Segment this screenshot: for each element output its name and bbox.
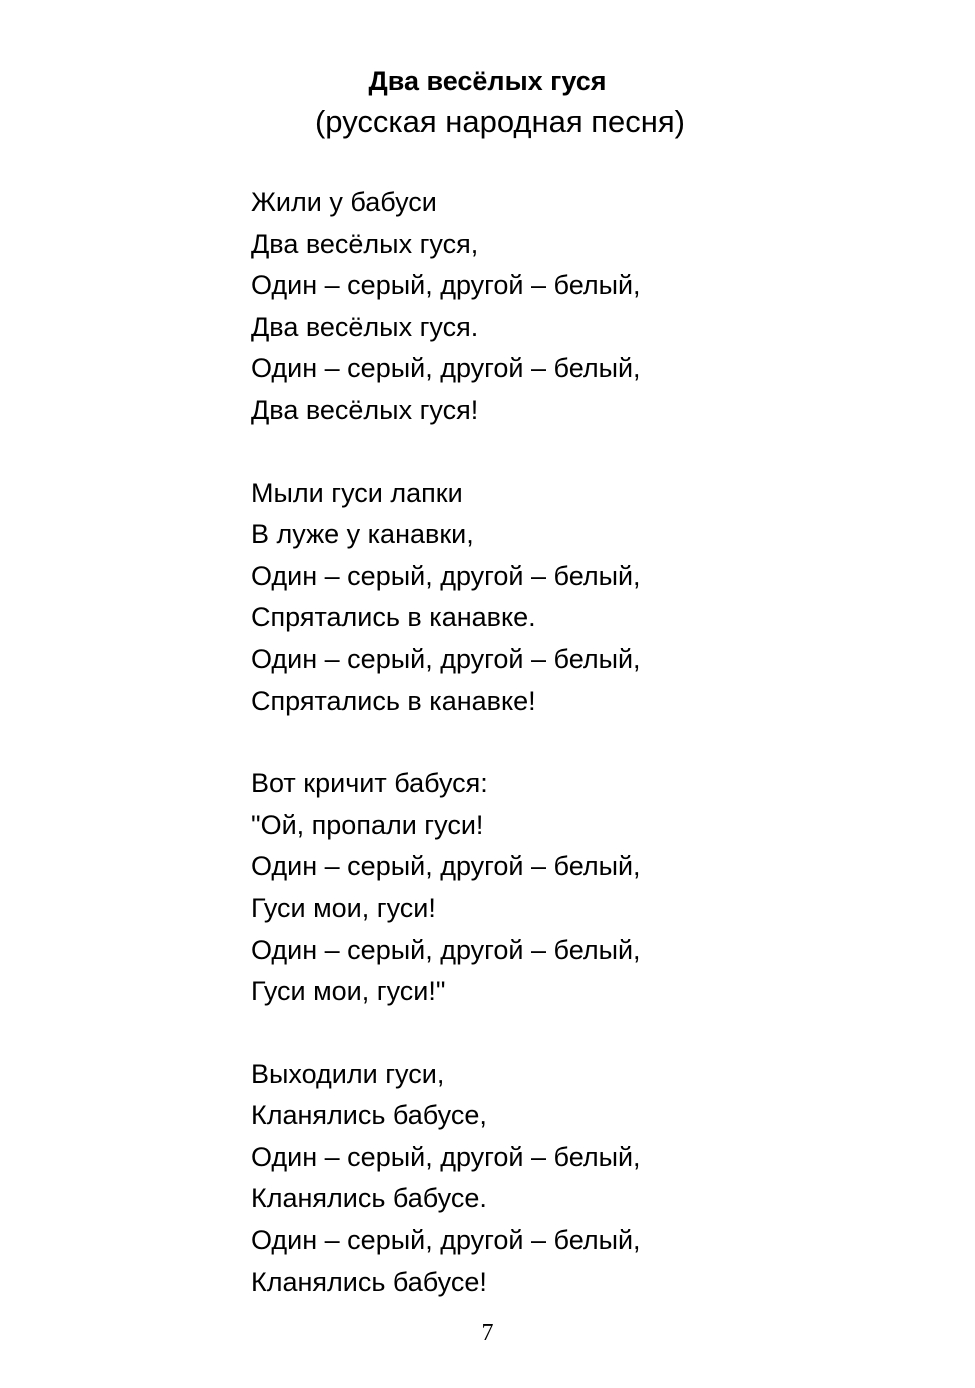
poem-line: Один – серый, другой – белый, xyxy=(251,643,641,674)
poem-line: Спрятались в канавке! xyxy=(251,685,536,716)
poem-line: Два весёлых гуся, xyxy=(251,228,479,259)
poem-line: Жили у бабуси xyxy=(251,187,437,217)
poem-line: В луже у канавки, xyxy=(251,519,474,550)
stanza-4 xyxy=(251,1054,931,1304)
poem-line: Один – серый, другой – белый, xyxy=(251,270,641,301)
poem-line: Два весёлых гуся. xyxy=(251,311,479,342)
poem-line: Выходили гуси, xyxy=(251,1058,445,1089)
poem-line: Один – серый, другой – белый, xyxy=(251,934,641,965)
poem-line: Один – серый, другой – белый, xyxy=(251,1141,641,1172)
stanza-2 xyxy=(251,473,931,723)
poem-line: "Ой, пропали гуси! xyxy=(251,809,484,840)
page-number: 7 xyxy=(481,1320,494,1346)
poem-line: Гуси мои, гуси! xyxy=(251,892,436,923)
poem-line: Вот кричит бабуся: xyxy=(251,768,488,799)
stanza-1 xyxy=(251,182,931,432)
song-subtitle: (русская народная песня) xyxy=(314,104,686,139)
poem-line: Мыли гуси лапки xyxy=(251,477,463,508)
song-title: Два весёлых гуся xyxy=(368,66,607,96)
poem-line: Один – серый, другой – белый, xyxy=(251,560,641,591)
poem-line: Один – серый, другой – белый, xyxy=(251,851,641,882)
poem-line: Кланялись бабусе. xyxy=(251,1183,487,1214)
poem-line: Кланялись бабусе, xyxy=(251,1100,487,1131)
poem-line: Спрятались в канавке. xyxy=(251,602,536,633)
stanza-3 xyxy=(251,763,931,1013)
poem-line: Гуси мои, гуси!" xyxy=(251,976,446,1007)
poem-line: Кланялись бабусе! xyxy=(251,1266,487,1297)
poem-body xyxy=(251,182,931,1344)
poem-line: Один – серый, другой – белый, xyxy=(251,1225,641,1256)
poem-line: Два весёлых гуся! xyxy=(251,394,479,425)
poem-line: Один – серый, другой – белый, xyxy=(251,353,641,384)
